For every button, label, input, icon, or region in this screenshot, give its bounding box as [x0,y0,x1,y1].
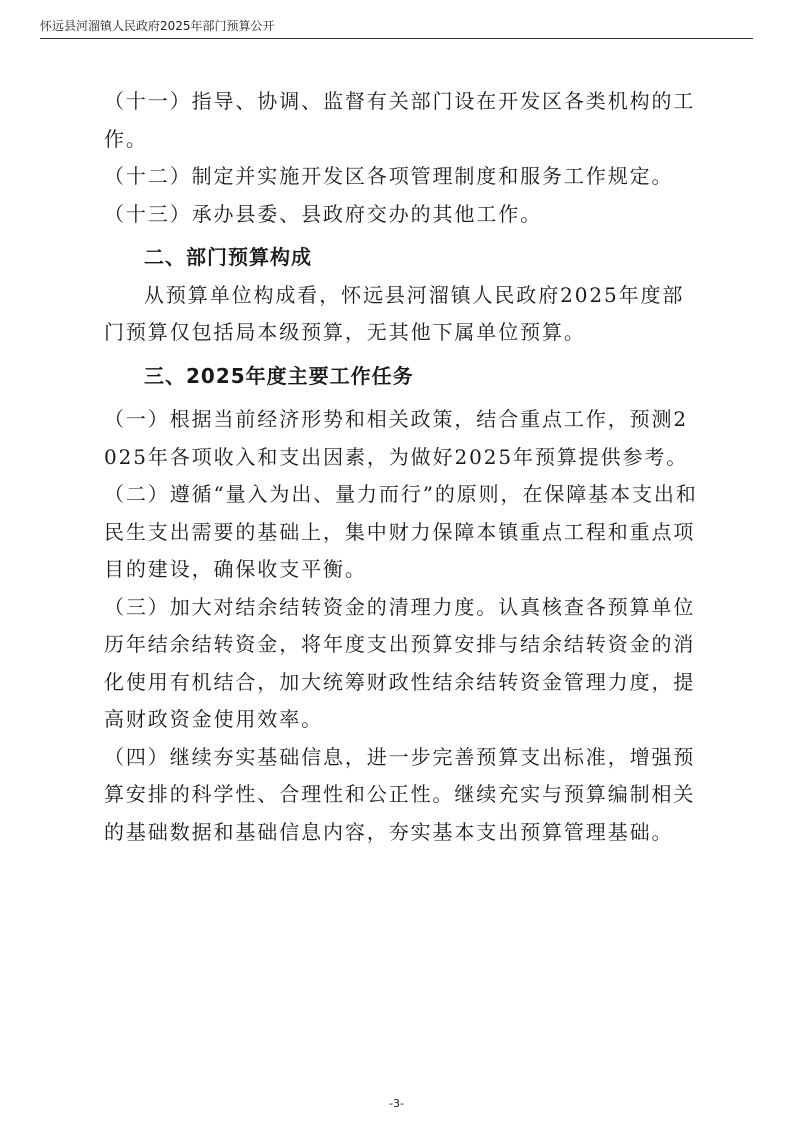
page-number: -3- [389,1097,404,1110]
document-body [104,83,698,851]
section-heading: 三、2025年度主要工作任务 [144,363,414,388]
section-heading: 二、部门预算构成 [144,245,312,269]
list-item: （二）遵循“量入为出、量力而行”的原则，在保障基本支出和民生支出需要的基础上，集中财力保障本镇重点工程和重点项目的建设，确保收支平衡。 [104,482,698,581]
list-item: （十一）指导、协调、监督有关部门设在开发区各类机构的工作。 [104,89,696,151]
list-item: （一）根据当前经济形势和相关政策，结合重点工作，预测2025年各项收入和支出因素，为做好2025年预算提供参考。 [104,407,689,469]
header-title: 怀远县河溜镇人民政府2025年部门预算公开 [40,19,275,33]
list-item: （三）加大对结余结转资金的清理力度。认真核查各预算单位历年结余结转资金，将年度支出预算安排与结余结转资金的消化使用有机结合，加大统筹财政性结余结转资金管理力度，提高财政资金使用效率。 [104,594,696,731]
list-item: （十三）承办县委、县政府交办的其他工作。 [104,201,542,226]
list-item: （四）继续夯实基础信息，进一步完善预算支出标准，增强预算安排的科学性、合理性和公正性。继续充实与预算编制相关的基础数据和基础信息内容，夯实基本支出预算管理基础。 [104,744,696,844]
header-divider [40,38,753,39]
list-item: （十二）制定并实施开发区各项管理制度和服务工作规定。 [104,164,674,188]
section-paragraph: 从预算单位构成看，怀远县河溜镇人民政府2025年度部门预算仅包括局本级预算，无其他下属单位预算。 [104,282,685,344]
